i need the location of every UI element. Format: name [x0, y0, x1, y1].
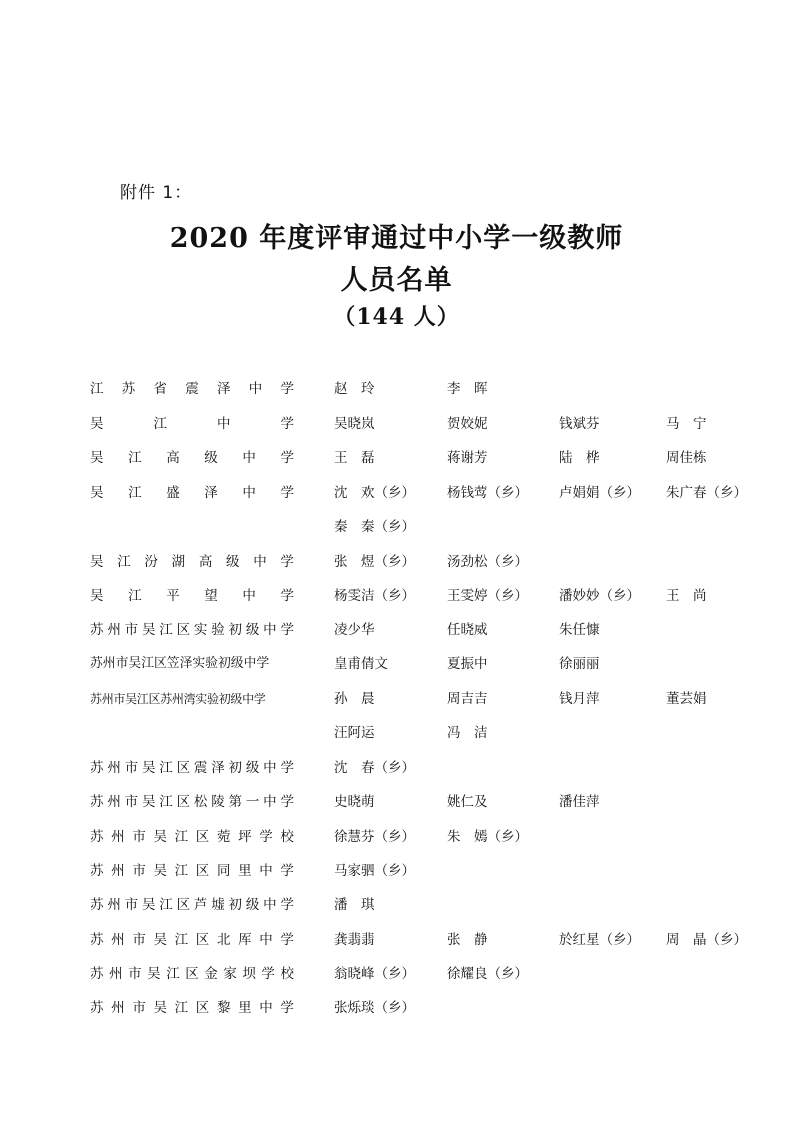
page-subtitle: 人员名单: [340, 265, 453, 296]
school-name: 吴 江 中 学: [90, 416, 294, 432]
list-row: [90, 688, 770, 710]
teacher-name: 汤劲松（乡）: [447, 554, 528, 570]
teacher-name: 王雯婷（乡）: [447, 588, 528, 604]
teacher-name: 潘 琪: [334, 897, 375, 913]
school-name: 苏 州 市 吴 江 区 震 泽 初 级 中 学: [90, 760, 294, 776]
list-row: [90, 860, 770, 882]
list-row: [90, 929, 770, 951]
teacher-name: 朱 嫣（乡）: [447, 829, 528, 845]
teacher-name: 陆 桦: [559, 450, 600, 466]
teacher-name: 卢娟娟（乡）: [559, 485, 640, 501]
school-name: 吴 江 汾 湖 高 级 中 学: [90, 554, 294, 570]
teacher-name: 马家驷（乡）: [334, 863, 415, 879]
person-count: （144 人）: [333, 304, 460, 330]
school-name: 苏 州 市 吴 江 区 芦 墟 初 级 中 学: [90, 897, 294, 913]
teacher-name: 张 静: [447, 932, 488, 948]
school-name: 苏州市吴江区苏州湾实验初级中学: [90, 692, 266, 706]
school-name: 苏 州 市 吴 江 区 实 验 初 级 中 学: [90, 622, 294, 638]
school-name: 吴 江 高 级 中 学: [90, 450, 294, 466]
school-name: 苏 州 市 吴 江 区 同 里 中 学: [90, 863, 294, 879]
school-name: 苏州市吴江区笠泽实验初级中学: [90, 656, 270, 671]
teacher-name: 钱月萍: [559, 691, 600, 707]
teacher-name: 沈 春（乡）: [334, 760, 415, 776]
teacher-name: 史晓萌: [334, 794, 375, 810]
list-row: [90, 894, 770, 916]
teacher-name: 潘妙妙（乡）: [559, 588, 640, 604]
list-row: [90, 757, 770, 779]
teacher-name: 杨钱莺（乡）: [447, 485, 528, 501]
teacher-name: 贺姣妮: [447, 416, 488, 432]
teacher-name: 朱任慷: [559, 622, 600, 638]
school-name: 江 苏 省 震 泽 中 学: [90, 381, 294, 397]
list-row: [90, 619, 770, 641]
teacher-name: 张烁琰（乡）: [334, 1000, 415, 1016]
teacher-name: 潘佳萍: [559, 794, 600, 810]
teacher-name: 姚仁及: [447, 794, 488, 810]
teacher-name: 张 煜（乡）: [334, 554, 415, 570]
teacher-name: 董芸娟: [666, 691, 707, 707]
teacher-name: 徐耀良（乡）: [447, 966, 528, 982]
school-name: 苏 州 市 吴 江 区 松 陵 第 一 中 学: [90, 794, 294, 810]
list-row: [90, 413, 770, 435]
teacher-name: 冯 洁: [447, 725, 488, 741]
school-name: 苏 州 市 吴 江 区 金 家 坝 学 校: [90, 966, 294, 982]
school-name: 苏 州 市 吴 江 区 菀 坪 学 校: [90, 829, 294, 845]
teacher-name: 周佳栋: [666, 450, 707, 466]
teacher-name: 王 尚: [666, 588, 707, 604]
list-row: [90, 826, 770, 848]
list-row: [90, 516, 770, 538]
teacher-name: 周 晶（乡）: [666, 932, 747, 948]
teacher-name: 翁晓峰（乡）: [334, 966, 415, 982]
teacher-name: 王 磊: [334, 450, 375, 466]
teacher-name: 孙 晨: [334, 691, 375, 707]
teacher-name: 凌少华: [334, 622, 375, 638]
teacher-name: 任晓威: [447, 622, 488, 638]
list-row: [90, 585, 770, 607]
page-title: 2020 年度评审通过中小学一级教师: [169, 223, 624, 254]
teacher-name: 龚翡翡: [334, 932, 375, 948]
teacher-name: 钱斌芬: [559, 416, 600, 432]
teacher-name: 徐慧芬（乡）: [334, 829, 415, 845]
list-row: [90, 963, 770, 985]
school-name: 苏 州 市 吴 江 区 北 厍 中 学: [90, 932, 294, 948]
list-row: [90, 997, 770, 1019]
school-name: 苏 州 市 吴 江 区 黎 里 中 学: [90, 1000, 294, 1016]
list-row: [90, 791, 770, 813]
teacher-name: 马 宁: [666, 416, 707, 432]
teacher-name: 李 晖: [447, 381, 488, 397]
teacher-name: 杨雯洁（乡）: [334, 588, 415, 604]
list-row: [90, 378, 770, 400]
school-name: 吴 江 平 望 中 学: [90, 588, 294, 604]
teacher-name: 夏振中: [447, 656, 488, 672]
teacher-name: 秦 秦（乡）: [334, 519, 415, 535]
list-row: [90, 551, 770, 573]
list-row: [90, 653, 770, 675]
teacher-name: 沈 欢（乡）: [334, 485, 415, 501]
teacher-name: 赵 玲: [334, 381, 375, 397]
list-row: [90, 447, 770, 469]
teacher-name: 於红星（乡）: [559, 932, 640, 948]
teacher-name: 皇甫倩文: [334, 656, 388, 672]
teacher-name: 徐丽丽: [559, 656, 600, 672]
teacher-name: 吴晓岚: [334, 416, 375, 432]
school-name: 吴 江 盛 泽 中 学: [90, 485, 294, 501]
teacher-name: 汪阿运: [334, 725, 375, 741]
teacher-name: 朱广春（乡）: [666, 485, 747, 501]
attachment-label: 附件 1：: [120, 183, 193, 203]
list-row: [90, 722, 770, 744]
list-row: [90, 482, 770, 504]
teacher-name: 周吉吉: [447, 691, 488, 707]
teacher-name: 蒋谢芳: [447, 450, 488, 466]
